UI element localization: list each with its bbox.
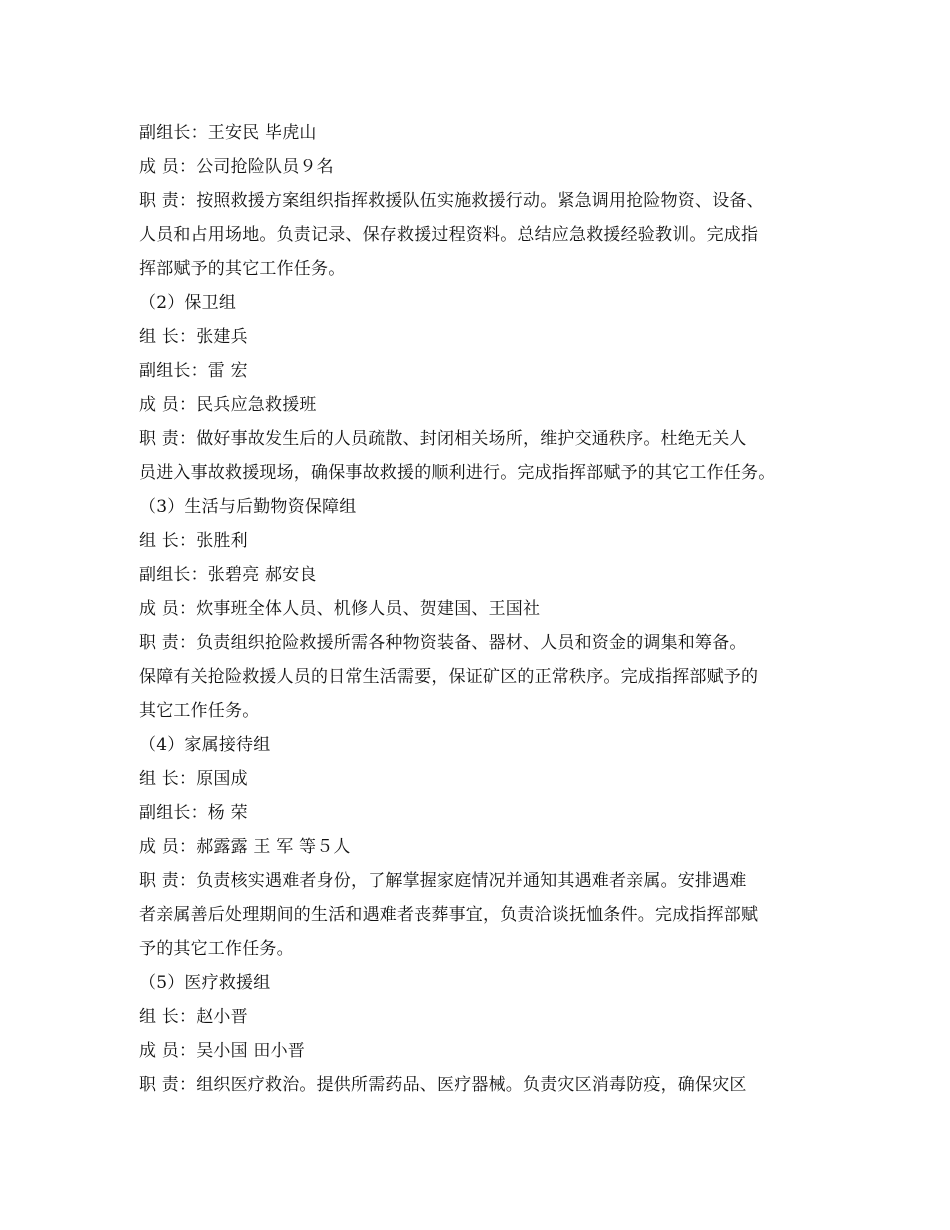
text-line: 组 长：赵小晋 <box>139 1007 248 1027</box>
text-line: 成 员：公司抢险队员９名 <box>139 157 334 177</box>
section-heading: （2）保卫组 <box>139 293 237 313</box>
text-line: 员进入事故救援现场，确保事故救援的顺利进行。完成指挥部赋予的其它工作任务。 <box>139 463 776 483</box>
text-line: 挥部赋予的其它工作任务。 <box>139 259 346 279</box>
text-line: 其它工作任务。 <box>139 701 260 721</box>
text-line: 副组长：杨 荣 <box>139 803 248 823</box>
text-line: 职 责：按照救援方案组织指挥救援队伍实施救援行动。紧急调用抢险物资、设备、 <box>139 191 764 211</box>
text-line: 保障有关抢险救援人员的日常生活需要，保证矿区的正常秩序。完成指挥部赋予的 <box>139 667 759 687</box>
text-line: 职 责：组织医疗救治。提供所需药品、医疗器械。负责灾区消毒防疫，确保灾区 <box>139 1075 747 1095</box>
text-line: 成 员：郝露露 王 军 等５人 <box>139 837 351 857</box>
text-line: 者亲属善后处理期间的生活和遇难者丧葬事宜，负责洽谈抚恤条件。完成指挥部赋 <box>139 905 759 925</box>
text-line: 成 员：炊事班全体人员、机修人员、贺建国、王国社 <box>139 599 541 619</box>
text-line: 成 员：民兵应急救援班 <box>139 395 317 415</box>
document-body <box>139 116 839 1102</box>
text-line: 组 长：张建兵 <box>139 327 248 347</box>
text-line: 职 责：做好事故发生后的人员疏散、封闭相关场所，维护交通秩序。杜绝无关人 <box>139 429 747 449</box>
text-line: 组 长：张胜利 <box>139 531 248 551</box>
text-line: 人员和占用场地。负责记录、保存救援过程资料。总结应急救援经验教训。完成指 <box>139 225 759 245</box>
text-line: 职 责：负责组织抢险救援所需各种物资装备、器材、人员和资金的调集和筹备。 <box>139 633 747 653</box>
text-line: 成 员：吴小国 田小晋 <box>139 1041 306 1061</box>
text-line: 副组长：雷 宏 <box>139 361 248 381</box>
section-heading: （3）生活与后勤物资保障组 <box>139 497 357 517</box>
text-line: 予的其它工作任务。 <box>139 939 294 959</box>
text-line: 职 责：负责核实遇难者身份，了解掌握家庭情况并通知其遇难者亲属。安排遇难 <box>139 871 747 891</box>
text-line: 副组长：张碧亮 郝安良 <box>139 565 317 585</box>
section-heading: （4）家属接待组 <box>139 735 271 755</box>
text-line: 副组长：王安民 毕虎山 <box>139 123 317 143</box>
text-line: 组 长：原国成 <box>139 769 248 789</box>
section-heading: （5）医疗救援组 <box>139 973 271 993</box>
